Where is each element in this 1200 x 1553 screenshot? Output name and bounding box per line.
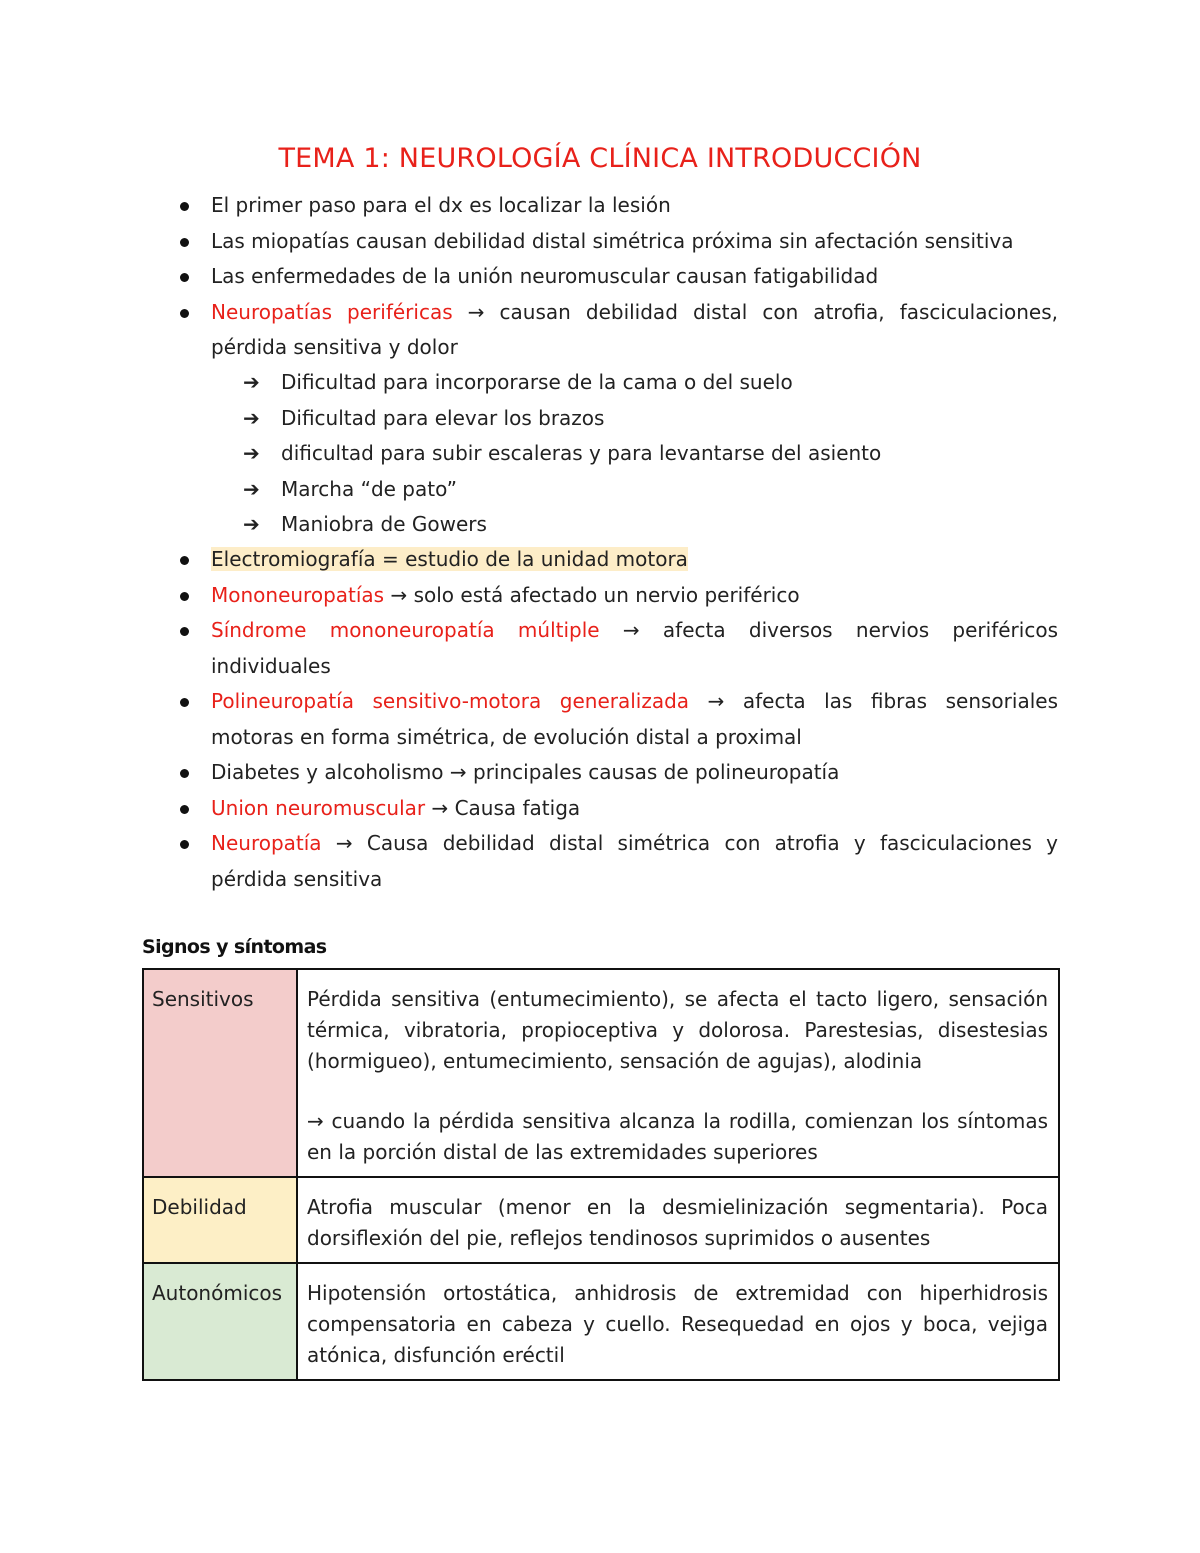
sub-item-text: Dificultad para elevar los brazos [281, 405, 605, 430]
list-item [180, 578, 1058, 614]
item-text: → Causa fatiga [425, 795, 581, 820]
cell-paragraph: Pérdida sensitiva (entumecimiento), se afecta el tacto ligero, sensación térmica, vibratoria, propioceptiva y dolorosa. Parestesias, disestesias (hormigueo), entumecimiento, sensación de agujas), alodinia [307, 987, 1048, 1073]
term-red: Polineuropatía sensitivo-motora generalizada [211, 689, 690, 713]
sub-list-item [243, 365, 1058, 401]
row-label-sensitivos: Sensitivos [143, 969, 297, 1177]
sub-list-item [243, 507, 1058, 543]
list-item [180, 542, 1058, 578]
sub-list-item [243, 436, 1058, 472]
sub-list-item [243, 472, 1058, 508]
list-item [180, 755, 1058, 791]
list-item [180, 826, 1058, 897]
item-text: El primer paso para el dx es localizar la lesión [211, 193, 671, 217]
section-heading: Signos y síntomas [142, 936, 327, 958]
sub-list-wrapper [180, 365, 1058, 543]
item-text: Diabetes y alcoholismo → principales causas de polineuropatía [211, 760, 840, 784]
table-row [143, 969, 1059, 1177]
sub-item-text: Dificultad para incorporarse de la cama o del suelo [281, 370, 793, 394]
bullet-list [180, 188, 1058, 366]
term-red: Mononeuropatías [211, 582, 385, 607]
item-text: → afecta diversos nervios periféricos individuales [211, 618, 1058, 678]
arrow-icon: ➔ [243, 370, 260, 394]
item-text: → afecta las fibras sensoriales motoras en forma simétrica, de evolución distal a proximal [211, 689, 1058, 749]
row-content: Atrofia muscular (menor en la desmielinización segmentaria). Poca dorsiflexión del pie, reflejos tendinosos suprimidos o ausentes [297, 1177, 1059, 1263]
arrow-icon: ➔ [243, 512, 260, 536]
sub-item-text: Maniobra de Gowers [281, 512, 487, 536]
sub-list-item [243, 401, 1058, 437]
symptoms-table [142, 968, 1060, 1381]
item-text: → causan debilidad distal con atrofia, fasciculaciones, pérdida sensitiva y dolor [211, 299, 1059, 359]
row-content [297, 969, 1059, 1177]
table-row [143, 1263, 1059, 1380]
item-text: Las miopatías causan debilidad distal simétrica próxima sin afectación sensitiva [211, 228, 1014, 253]
list-item [180, 188, 1058, 224]
bullet-list-continued [180, 542, 1058, 897]
arrow-icon: ➔ [243, 441, 260, 465]
term-red: Union neuromuscular [211, 795, 426, 820]
term-red: Síndrome mononeuropatía múltiple [211, 618, 600, 642]
sub-list [180, 365, 1058, 543]
page-title: TEMA 1: NEUROLOGÍA CLÍNICA INTRODUCCIÓN [278, 143, 922, 174]
row-label-autonomicos: Autonómicos [143, 1263, 297, 1380]
sub-item-text: dificultad para subir escaleras y para levantarse del asiento [281, 441, 882, 465]
cell-paragraph: → cuando la pérdida sensitiva alcanza la rodilla, comienzan los síntomas en la porción distal de las extremidades superiores [307, 1109, 1048, 1164]
row-label-debilidad: Debilidad [143, 1177, 297, 1263]
table-row [143, 1177, 1059, 1263]
sub-item-text: Marcha “de pato” [281, 476, 457, 501]
arrow-icon: ➔ [243, 476, 260, 501]
list-item [180, 791, 1058, 827]
highlighted-text: Electromiografía = estudio de la unidad motora [211, 547, 688, 571]
item-text: → Causa debilidad distal simétrica con atrofia y fasciculaciones y pérdida sensitiva [211, 831, 1058, 891]
list-item [180, 684, 1058, 755]
list-item [180, 613, 1058, 684]
sub-list-container [180, 365, 1058, 543]
list-item [180, 259, 1058, 295]
item-text: Las enfermedades de la unión neuromuscular causan fatigabilidad [211, 264, 879, 288]
arrow-icon: ➔ [243, 405, 260, 430]
term-red: Neuropatías periféricas [211, 299, 453, 324]
list-item [180, 295, 1058, 366]
list-item [180, 224, 1058, 260]
row-content: Hipotensión ortostática, anhidrosis de extremidad con hiperhidrosis compensatoria en cabeza y cuello. Resequedad en ojos y boca, vejiga atónica, disfunción eréctil [297, 1263, 1059, 1380]
item-text: → solo está afectado un nervio periférico [384, 582, 800, 607]
term-red: Neuropatía [211, 831, 322, 855]
